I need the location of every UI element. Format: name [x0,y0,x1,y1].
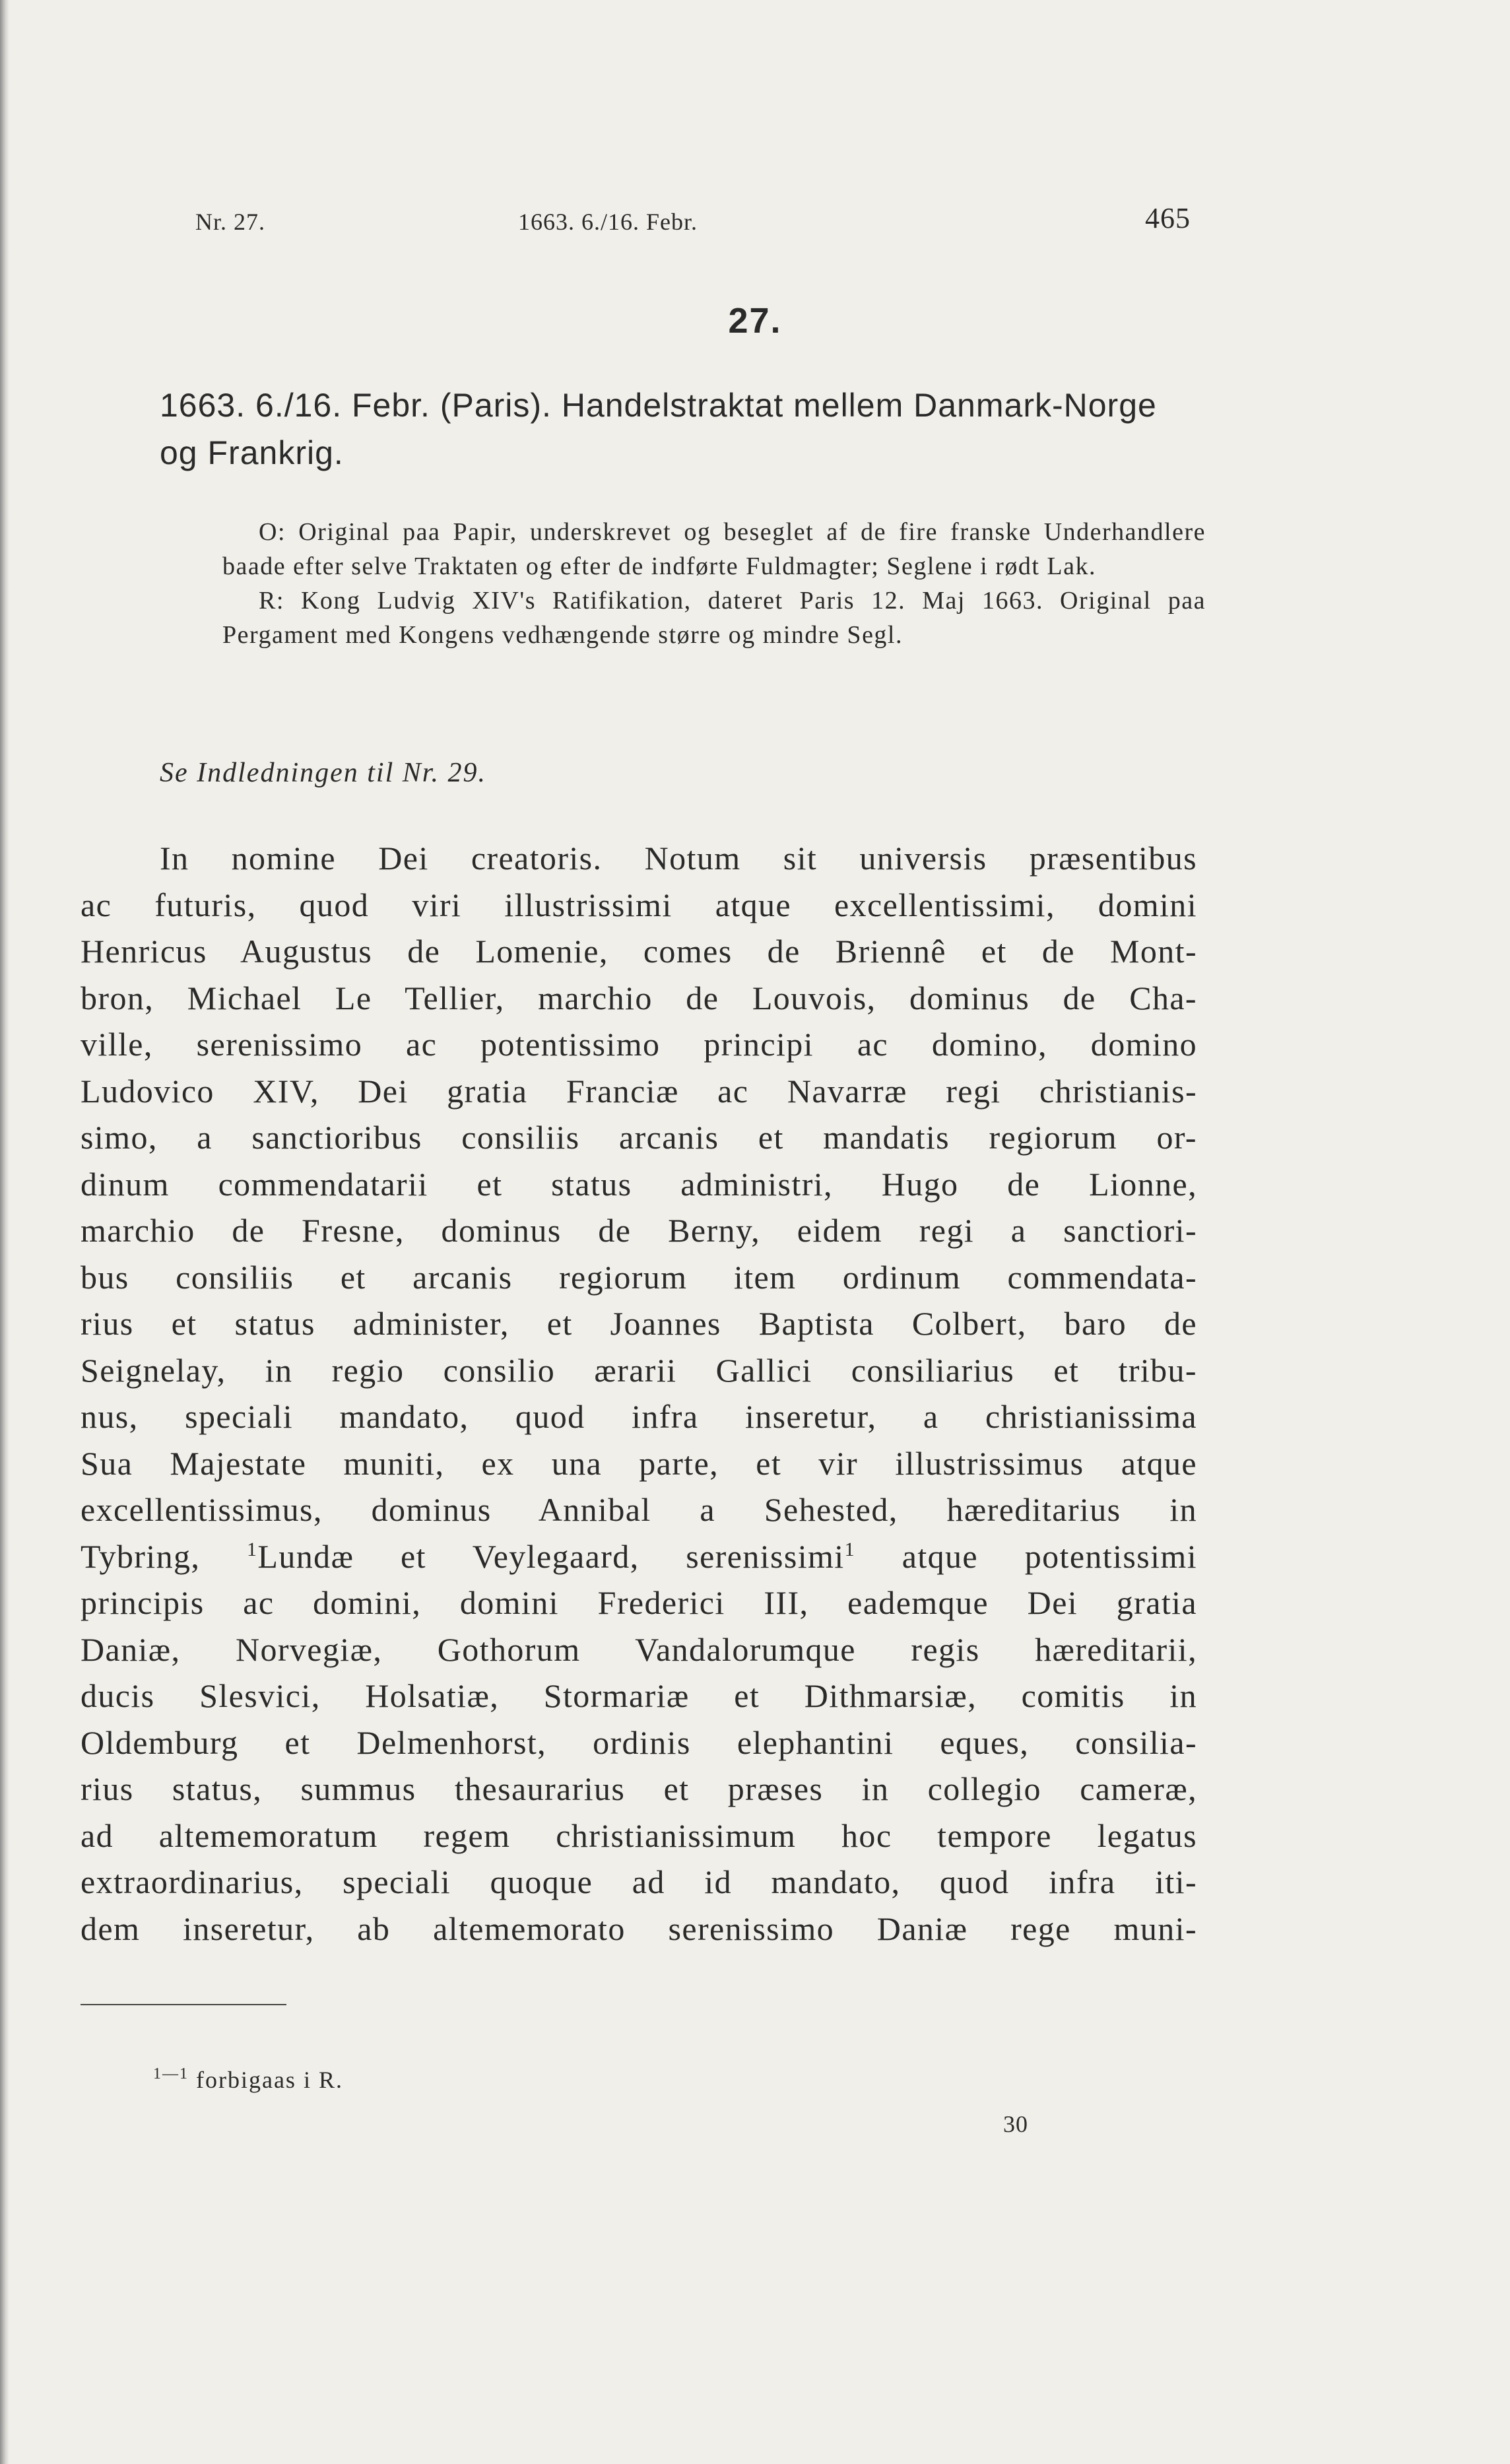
text-line: rius status, summus thesaurarius et præses in collegio cameræ, [81,1770,1197,1807]
text-line: extraordinarius, speciali quoque ad id mandato, quod infra iti- [81,1863,1197,1900]
text-line: Daniæ, Norvegiæ, Gothorum Vandalorumque regis hæreditarii, [81,1630,1197,1668]
text-fragment: Tybring, [81,1537,247,1575]
text-line: dem inseretur, ab altememorato serenissimo Daniæ rege muni- [81,1910,1197,1947]
text-line: principis ac domini, domini Frederici III, eademque Dei gratia [81,1584,1197,1621]
text-line: rius et status administer, et Joannes Baptista Colbert, baro de [81,1305,1197,1342]
text-line: In nomine Dei creatoris. Notum sit universis præsentibus [160,840,1197,877]
text-line: ac futuris, quod viri illustrissimi atque excellentissimi, domini [81,886,1197,923]
title-line: 1663. 6./16. Febr. (Paris). Handelstraktat mellem Danmark-Norge [160,387,1157,424]
text-line: simo, a sanctioribus consiliis arcanis et mandatis regiorum or- [81,1119,1197,1156]
footnote-marker-close: 1 [844,1538,856,1560]
text-line: dinum commendatarii et status administri, Hugo de Lionne, [81,1165,1197,1203]
text-line: bron, Michael Le Tellier, marchio de Louvois, dominus de Cha- [81,979,1197,1016]
page-number: 465 [1145,202,1191,234]
see-reference: Se Indledningen til Nr. 29. [160,758,486,788]
text-fragment: atque potentissimi [855,1537,1197,1575]
source-description [222,515,1206,652]
running-head-left: Nr. 27. [195,209,265,235]
text-line: Seignelay, in regio consilio ærarii Gallici consiliarius et tribu- [81,1351,1197,1389]
footnote-marker-open: 1 [247,1538,258,1560]
text-line: Henricus Augustus de Lomenie, comes de Briennê et de Mont- [81,933,1197,970]
text-line: bus consiliis et arcanis regiorum item ordinum commendata- [81,1258,1197,1296]
text-line: excellentissimus, dominus Annibal a Sehested, hæreditarius in [81,1491,1197,1528]
footnote-rule [81,2004,286,2005]
sheet-signature: 30 [1003,2111,1028,2137]
footnote-text: forbigaas i R. [196,2067,343,2093]
text-line: Ludovico XIV, Dei gratia Franciæ ac Navarræ regi christianis- [81,1072,1197,1110]
text-line: ville, serenissimo ac potentissimo principi ac domino, domino [81,1026,1197,1063]
document-title [160,382,1209,477]
running-head-date: 1663. 6./16. Febr. [518,209,698,235]
treaty-text [81,835,1197,1952]
title-line: og Frankrig. [160,434,344,471]
page-edge [0,0,9,2464]
text-line: ducis Slesvici, Holsatiæ, Stormariæ et Dithmarsiæ, comitis in [81,1677,1197,1714]
text-line: Oldemburg et Delmenhorst, ordinis elephantini eques, consilia- [81,1723,1197,1761]
footnote [153,2066,343,2094]
text-line: nus, speciali mandato, quod infra inseretur, a christianissima [81,1398,1197,1435]
footnote-marker: 1—1 [153,2065,189,2082]
text-line: Sua Majestate muniti, ex una parte, et vir illustrissimus atque [81,1444,1197,1482]
text-line: ad altememoratum regem christianissimum hoc tempore legatus [81,1816,1197,1854]
source-ratification: R: Kong Ludvig XIV's Ratifikation, dateret Paris 12. Maj 1663. Original paa Pergament med Kongens vedhængende større og mindre Segl. [222,587,1206,649]
running-head [0,201,1510,241]
text-line: marchio de Fresne, dominus de Berny, eidem regi a sanctiori- [81,1212,1197,1249]
document-number: 27. [728,301,782,341]
source-original: O: Original paa Papir, underskrevet og beseglet af de fire franske Underhandlere baade efter selve Traktaten og efter de indførte Fuldmagter; Seglene i rødt Lak. [222,518,1206,580]
text-line-with-footnote [81,1533,1197,1580]
text-fragment: Lundæ et Veylegaard, serenissimi [257,1537,845,1575]
